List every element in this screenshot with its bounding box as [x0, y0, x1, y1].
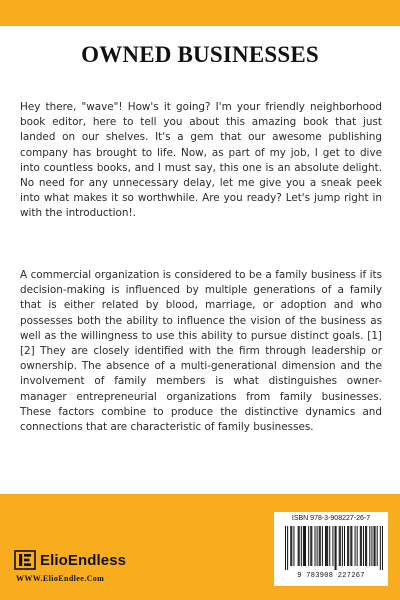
description-paragraph: A commercial organization is considered to be a family business if its decision-making is influenced by multiple generations of a family that is either related by blood, marriage, or adoption and who possesses both the ability to influence the vision of the business as well as the willingness to use this ability to pursue distinct goals. [1] [2] They are closely identified with the firm through leadership or ownership. The absence of a multi-generational dimension and the involvement of family members is what distinguishes owner-manager entrepreneurial organizations from family businesses. These factors combine to produce the distinctive dynamics and connections that are characteristic of family businesses.	[20, 269, 382, 434]
isbn-label: ISBN 978-3-908227-26-7	[291, 515, 371, 522]
publisher-name: ElioEndless	[40, 551, 127, 569]
elioendless-logo-icon	[14, 550, 36, 570]
barcode-number: 9 783908 227267	[297, 572, 365, 580]
editor-intro-paragraph: Hey there, "wave"! How's it going? I'm your friendly neighborhood book editor, here to tell you about this amazing book that just landed on our shelves. It's a gem that our awesome publishing company has brought to life. Now, as part of my job, I get to dive into countless books, and I must say, this one is an absolute delight. No need for any unnecessary delay, let me give you a sneak peek into what makes it so worthwhile. Are you ready? Let's jump right in with the introduction!.	[20, 101, 382, 220]
barcode-icon	[285, 526, 383, 570]
book-title: OWNED BUSINESSES	[81, 42, 319, 67]
top-color-band	[0, 0, 400, 26]
publisher-url: WWW.ElioEndlee.Com	[16, 574, 105, 583]
isbn-barcode-block	[274, 512, 388, 586]
publisher-brand	[14, 550, 126, 570]
